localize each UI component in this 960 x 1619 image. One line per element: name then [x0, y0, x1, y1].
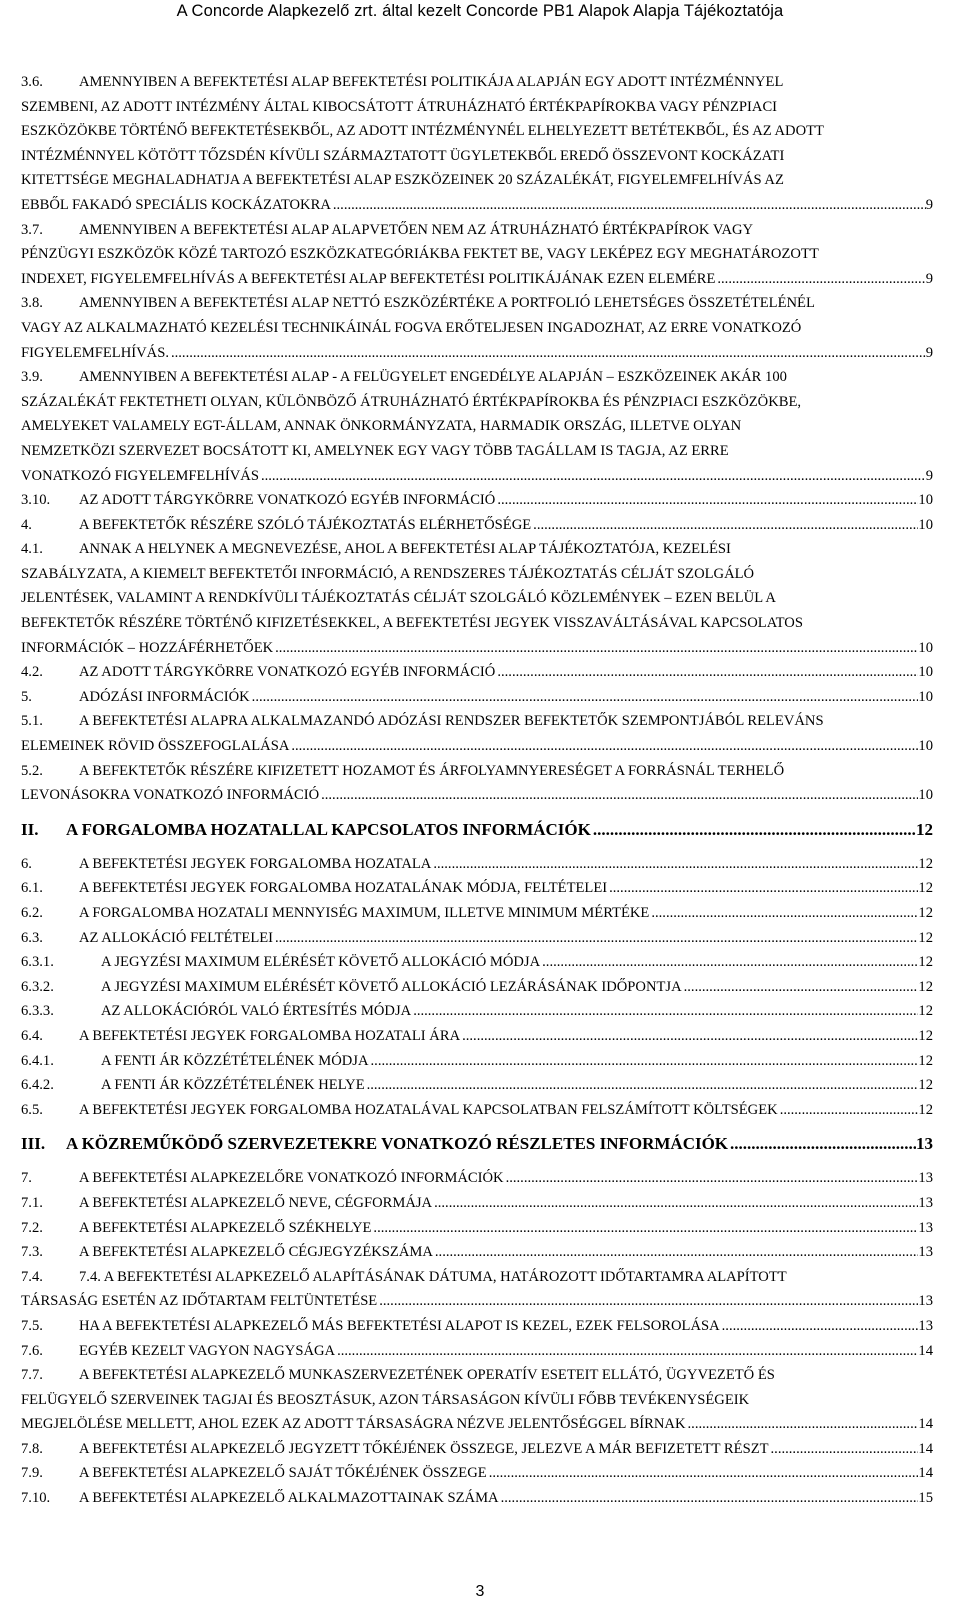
toc-entry-number: 3.7. — [21, 221, 43, 238]
toc-entry-line — [21, 950, 933, 975]
dot-leader — [649, 901, 918, 926]
toc-entry-title: A FENTI ÁR KÖZZÉTÉTELÉNEK MÓDJA — [101, 1052, 369, 1069]
toc-entry-number: 3.8. — [21, 295, 43, 312]
toc-entry-title: A BEFEKTETÉSI ALAPKEZELŐ MUNKASZERVEZETÉNEK OPERATÍV ESETEIT ELLÁTÓ, ÜGYVEZETŐ ÉS — [79, 1367, 775, 1384]
toc-entry-title: AMENNYIBEN A BEFEKTETÉSI ALAP NETTÓ ESZKÖZÉRTÉKE A PORTFOLIÓ LEHETSÉGES ÖSSZETÉTELÉNÉL — [79, 295, 815, 312]
toc-entry-title: INTÉZMÉNNYEL KÖTÖTT TŐZSDÉN KÍVÜLI SZÁRMAZTATOTT ÜGYLETEKBŐL EREDŐ ÖSSZEVONT KOCKÁZATI — [21, 147, 785, 164]
toc-entry-title: AMENNYIBEN A BEFEKTETÉSI ALAP BEFEKTETÉSI POLITIKÁJA ALAPJÁN EGY ADOTT INTÉZMÉNNYEL — [79, 74, 784, 90]
toc-entry[interactable] — [21, 1216, 933, 1241]
toc-entry-line — [21, 168, 933, 193]
toc-entry-title: A BEFEKTETÉSI ALAPKEZELŐ JEGYZETT TŐKÉJÉNEK ÖSSZEGE, JELEZVE A MÁR BEFIZETETT RÉSZT — [79, 1440, 769, 1457]
toc-entry-title: AZ ADOTT TÁRGYKÖRRE VONATKOZÓ EGYÉB INFORMÁCIÓ — [79, 664, 496, 681]
toc-entry-page: 9 — [925, 467, 933, 484]
toc-entry-number: 7.1. — [21, 1194, 43, 1211]
toc-entry-number: 5.1. — [21, 713, 43, 730]
toc-entry-title: A FENTI ÁR KÖZZÉTÉTELÉNEK HELYE — [101, 1077, 365, 1094]
toc-entry-number: 6.3.3. — [21, 1003, 54, 1020]
toc-entry-title: A BEFEKTETÉSI ALAPKEZELŐ NEVE, CÉGFORMÁJA — [79, 1194, 433, 1211]
dot-leader — [460, 1024, 918, 1049]
toc-entry-number: 3.9. — [21, 369, 43, 386]
toc-entry-page: 12 — [918, 905, 933, 921]
toc-entry-title: A BEFEKTETÉSI JEGYEK FORGALOMBA HOZATALÁVAL KAPCSOLATBAN FELSZÁMÍTOTT KÖLTSÉGEK — [79, 1101, 778, 1118]
toc-entry[interactable] — [21, 1437, 933, 1462]
dot-leader — [540, 950, 918, 975]
dot-leader — [715, 267, 925, 292]
toc-entry-title: AZ ALLOKÁCIÓRÓL VALÓ ÉRTESÍTÉS MÓDJA — [101, 1003, 412, 1020]
toc-entry[interactable] — [21, 999, 933, 1024]
toc-entry[interactable] — [21, 709, 933, 758]
toc-entry[interactable] — [21, 759, 933, 808]
toc-entry-number: 7.9. — [21, 1465, 43, 1482]
dot-leader — [259, 464, 926, 489]
dot-leader — [433, 1240, 919, 1265]
toc-entry-page: 10 — [918, 688, 933, 705]
toc-entry-page: 13 — [918, 1170, 933, 1187]
toc-entry-number: 7.4. — [21, 1268, 43, 1285]
toc-entry[interactable] — [21, 1049, 933, 1074]
toc-entry-page: 9 — [925, 196, 933, 213]
toc-entry-number: 7.5. — [21, 1317, 43, 1334]
toc-entry[interactable] — [21, 1240, 933, 1265]
dot-leader — [432, 1191, 918, 1216]
toc-entry-title: A KÖZREMŰKÖDŐ SZERVEZETEKRE VONATKOZÓ RÉSZLETES INFORMÁCIÓK — [66, 1134, 729, 1154]
toc-entry-title: KITETTSÉGE MEGHALADHATJA A BEFEKTETÉSI ALAP ESZKÖZEINEK 20 SZÁZALÉKÁT, FIGYELEMFELHÍVÁS AZ — [21, 172, 784, 189]
toc-entry-number: 6.3.2. — [21, 978, 54, 995]
toc-entry-number: 3.10. — [21, 492, 51, 509]
toc-entry-number: III. — [21, 1134, 46, 1154]
toc-entry-page: 9 — [925, 344, 933, 361]
running-header: A Concorde Alapkezelő zrt. által kezelt Concorde PB1 Alapok Alapja Tájékoztatója — [176, 2, 784, 20]
toc-entry-number: 4.1. — [21, 541, 43, 558]
toc-entry-line — [21, 1166, 933, 1191]
toc-entry-number: 7.6. — [21, 1342, 43, 1359]
toc-entry-number: 5. — [21, 688, 32, 705]
toc-entry-line — [21, 1363, 933, 1388]
toc-entry[interactable] — [21, 685, 933, 710]
toc-entry-number: 6.2. — [21, 905, 43, 921]
toc-entry-title: A BEFEKTETÉSI JEGYEK FORGALOMBA HOZATALI ÁRA — [79, 1027, 461, 1044]
toc-entry-title: NEMZETKÖZI SZERVEZET BOCSÁTOTT KI, AMELYNEK EGY VAGY TÖBB TAGÁLLAM IS TAGJA, AZ ERRE — [21, 442, 729, 459]
toc-entry-title: SZEMBENI, AZ ADOTT INTÉZMÉNY ÁLTAL KIBOCSÁTOTT ÁTRUHÁZHATÓ ÉRTÉKPAPÍROKBA VAGY PÉNZPIACI — [21, 98, 778, 115]
toc-entry-line — [21, 975, 933, 1000]
toc-entry-line — [21, 1265, 933, 1290]
toc-entry-title: LEVONÁSOKRA VONATKOZÓ INFORMÁCIÓ — [21, 787, 320, 804]
toc-entry-title: SZABÁLYZATA, A KIEMELT BEFEKTETŐI INFORMÁCIÓ, A RENDSZERES TÁJÉKOZTATÁS CÉLJÁT SZOLGÁLÓ — [21, 565, 755, 582]
toc-entry-page: 10 — [918, 639, 933, 656]
toc-entry[interactable] — [21, 1314, 933, 1339]
toc-entry-line — [21, 291, 933, 316]
toc-entry-page: 12 — [918, 880, 933, 897]
toc-entry[interactable] — [21, 1486, 933, 1511]
toc-entry-page: 10 — [918, 664, 933, 681]
toc-entry-title: AZ ALLOKÁCIÓ FELTÉTELEI — [79, 929, 274, 946]
toc-entry-line — [21, 513, 933, 538]
toc-entry[interactable] — [21, 70, 933, 218]
dot-leader — [487, 1461, 919, 1486]
toc-entry-page: 12 — [916, 819, 933, 839]
toc-entry-line — [21, 1124, 933, 1164]
toc-entry-title: HA A BEFEKTETÉSI ALAPKEZELŐ MÁS BEFEKTETÉSI ALAPOT IS KEZEL, EZEK FELSOROLÁSA — [79, 1317, 720, 1334]
dot-leader — [769, 1437, 919, 1462]
toc-entry-number: 7.8. — [21, 1440, 43, 1457]
toc-entry-number: II. — [21, 819, 39, 839]
toc-entry-page: 12 — [918, 1003, 933, 1020]
toc-entry-title: FELÜGYELŐ SZERVEINEK TAGJAI ÉS BEOSZTÁSUK, AZON TÁRSASÁGON KÍVÜLI FŐBB TEVÉKENYSÉGEIK — [21, 1391, 750, 1408]
toc-entry[interactable] — [21, 365, 933, 488]
toc-entry-page: 12 — [918, 1101, 933, 1118]
toc-entry[interactable] — [21, 926, 933, 951]
toc-entry-number: 3.6. — [21, 74, 43, 90]
dot-leader — [778, 1098, 919, 1123]
toc-entry-title: JELENTÉSEK, VALAMINT A RENDKÍVÜLI TÁJÉKOZTATÁS CÉLJÁT SZOLGÁLÓ KÖZLEMÉNYEK – EZEN BELÜL A — [21, 590, 776, 607]
toc-entry-page: 13 — [916, 1134, 933, 1154]
toc-entry-line — [21, 119, 933, 144]
toc-entry-page: 12 — [918, 1052, 933, 1069]
toc-entry-title: ELEMEINEK RÖVID ÖSSZEFOGLALÁSA — [21, 738, 290, 755]
toc-entry-line — [21, 464, 933, 489]
dot-leader — [495, 660, 918, 685]
toc-entry-page: 14 — [918, 1465, 933, 1482]
toc-entry-page: 10 — [918, 516, 933, 533]
toc-entry[interactable] — [21, 291, 933, 365]
toc-entry[interactable] — [21, 1363, 933, 1437]
toc-entry-title: SZÁZALÉKÁT FEKTETHETI OLYAN, KÜLÖNBÖZŐ ÁTRUHÁZHATÓ ÉRTÉKPAPÍROKBA ÉS PÉNZPIACI ESZKÖZÖKBE, — [21, 393, 802, 410]
toc-entry-number: 7.7. — [21, 1367, 43, 1384]
toc-entry-page: 15 — [918, 1490, 933, 1507]
dot-leader — [319, 783, 918, 808]
toc-entry-page: 14 — [918, 1342, 933, 1359]
toc-entry-line — [21, 1388, 933, 1413]
dot-leader — [591, 810, 916, 850]
toc-entry[interactable] — [21, 1191, 933, 1216]
toc-entry-line — [21, 901, 933, 926]
toc-entry-title: A JEGYZÉSI MAXIMUM ELÉRÉSÉT KÖVETŐ ALLOKÁCIÓ LEZÁRÁSÁNAK IDŐPONTJA — [101, 978, 682, 995]
toc-entry[interactable] — [21, 1098, 933, 1123]
dot-leader — [371, 1216, 918, 1241]
toc-entry-line — [21, 1486, 933, 1511]
toc-entry-line — [21, 611, 933, 636]
toc-entry-page: 10 — [918, 787, 933, 804]
toc-entry-line — [21, 414, 933, 439]
toc-entry[interactable] — [21, 852, 933, 877]
toc-entry-line — [21, 562, 933, 587]
toc-entry-number: 7.2. — [21, 1219, 43, 1236]
page-number: 3 — [475, 1583, 485, 1600]
toc-entry-line — [21, 1024, 933, 1049]
toc-entry-page: 9 — [925, 270, 933, 287]
dot-leader — [169, 341, 926, 366]
toc-entry-number: 6.3.1. — [21, 954, 54, 971]
toc-entry-number: 6.4.1. — [21, 1052, 54, 1069]
toc-entry-line — [21, 390, 933, 415]
toc-entry-line — [21, 783, 933, 808]
toc-entry-line — [21, 1437, 933, 1462]
toc-entry-line — [21, 1098, 933, 1123]
toc-entry-page: 12 — [918, 1077, 933, 1094]
toc-entry-line — [21, 586, 933, 611]
toc-entry-title: A BEFEKTETÉSI JEGYEK FORGALOMBA HOZATALA — [79, 855, 432, 872]
dot-leader — [411, 999, 918, 1024]
toc-entry-title: A BEFEKTETÉSI ALAPKEZELŐ SAJÁT TŐKÉJÉNEK ÖSSZEGE — [79, 1465, 487, 1482]
dot-leader — [369, 1049, 919, 1074]
toc-entry-title: A BEFEKTETÉSI ALAPRA ALKALMAZANDÓ ADÓZÁSI RENDSZER BEFEKTETŐK SZEMPONTJÁBÓL RELEVÁNS — [79, 713, 824, 730]
toc-entry-title: A BEFEKTETŐK RÉSZÉRE KIFIZETETT HOZAMOT ÉS ÁRFOLYAMNYERESÉGET A FORRÁSNÁL TERHELŐ — [79, 762, 785, 779]
toc-entry-page: 13 — [918, 1293, 933, 1310]
dot-leader — [607, 876, 918, 901]
toc-entry-title: 7.4. A BEFEKTETÉSI ALAPKEZELŐ ALAPÍTÁSÁNAK DÁTUMA, HATÁROZOTT IDŐTARTAMRA ALAPÍTOTT — [79, 1268, 787, 1285]
dot-leader — [335, 1339, 918, 1364]
toc-entry-line — [21, 1461, 933, 1486]
toc-entry-title: INFORMÁCIÓK – HOZZÁFÉRHETŐEK — [21, 639, 274, 656]
toc-entry-number: 7.10. — [21, 1490, 51, 1507]
toc-entry-title: A BEFEKTETÉSI ALAPKEZELŐ ALKALMAZOTTAINAK SZÁMA — [79, 1490, 499, 1507]
dot-leader — [273, 636, 918, 661]
toc-entry-title: BEFEKTETŐK RÉSZÉRE TÖRTÉNŐ KIFIZETÉSEKKEL, A BEFEKTETÉSI JEGYEK VISSZAVÁLTÁSÁVAL KAPCSOLATOS — [21, 615, 803, 632]
toc-entry-number: 6.3. — [21, 929, 43, 946]
toc-entry-line — [21, 365, 933, 390]
toc-entry-page: 13 — [918, 1194, 933, 1211]
toc-entry-line — [21, 95, 933, 120]
toc-entry-number: 7. — [21, 1170, 32, 1187]
toc-entry-line — [21, 636, 933, 661]
toc-entry-line — [21, 70, 933, 95]
toc-entry-line — [21, 267, 933, 292]
toc-entry-line — [21, 144, 933, 169]
dot-leader — [331, 193, 926, 218]
toc-entry-title: EGYÉB KEZELT VAGYON NAGYSÁGA — [79, 1342, 336, 1359]
toc-entry-number: 6.5. — [21, 1101, 43, 1118]
toc-entry-page: 12 — [918, 978, 933, 995]
toc-entry[interactable] — [21, 975, 933, 1000]
toc-entry-page: 13 — [918, 1244, 933, 1261]
toc-entry-title: EBBŐL FAKADÓ SPECIÁLIS KOCKÁZATOKRA — [21, 196, 331, 213]
toc-entry[interactable] — [21, 1461, 933, 1486]
toc-entry-title: A BEFEKTETÉSI ALAPKEZELŐRE VONATKOZÓ INFORMÁCIÓK — [79, 1170, 504, 1187]
toc-entry-title: FIGYELEMFELHÍVÁS. — [21, 344, 169, 361]
toc-entry[interactable] — [21, 537, 933, 660]
toc-entry-title: INDEXET, FIGYELEMFELHÍVÁS A BEFEKTETÉSI ALAP BEFEKTETÉSI POLITIKÁJÁNAK EZEN ELEMÉRE — [21, 270, 716, 287]
dot-leader — [250, 685, 919, 710]
toc-entry-line — [21, 341, 933, 366]
toc-entry-title: AMELYEKET VALAMELY EGT-ÁLLAM, ANNAK ÖNKORMÁNYZATA, HARMADIK ORSZÁG, ILLETVE OLYAN — [21, 418, 742, 435]
dot-leader — [504, 1166, 919, 1191]
toc-entry[interactable] — [21, 1073, 933, 1098]
dot-leader — [686, 1412, 919, 1437]
toc-entry-line — [21, 999, 933, 1024]
toc-entry-number: 6.4.2. — [21, 1077, 54, 1094]
dot-leader — [365, 1073, 919, 1098]
dot-leader — [273, 926, 918, 951]
toc-entry[interactable] — [21, 901, 933, 926]
toc-entry[interactable] — [21, 1024, 933, 1049]
toc-entry-line — [21, 685, 933, 710]
toc-entry-title: A BEFEKTETŐK RÉSZÉRE SZÓLÓ TÁJÉKOZTATÁS ELÉRHETŐSÉGE — [79, 516, 532, 533]
toc-entry-page: 12 — [918, 929, 933, 946]
toc-entry-page: 13 — [918, 1219, 933, 1236]
toc-entry-number: 6. — [21, 855, 32, 872]
toc-entry-line — [21, 193, 933, 218]
toc-entry-title: PÉNZÜGYI ESZKÖZÖK KÖZÉ TARTOZÓ ESZKÖZKATEGÓRIÁKBA FEKTET BE, VAGY LEKÉPEZ EGY MEGHATÁROZOTT — [21, 246, 819, 263]
toc-entry-line — [21, 1216, 933, 1241]
toc-entry[interactable] — [21, 488, 933, 513]
toc-entry-page: 12 — [918, 1027, 933, 1044]
toc-entry-number: 7.3. — [21, 1244, 43, 1261]
toc-entry-line — [21, 218, 933, 243]
toc-entry-page: 14 — [918, 1440, 933, 1457]
toc-entry-title: TÁRSASÁG ESETÉN AZ IDŐTARTAM FELTÜNTETÉSE — [21, 1293, 378, 1310]
toc-entry-line — [21, 537, 933, 562]
toc-entry-page: 14 — [918, 1416, 933, 1433]
toc-entry-title: A JEGYZÉSI MAXIMUM ELÉRÉSÉT KÖVETŐ ALLOKÁCIÓ MÓDJA — [101, 954, 541, 971]
toc-entry[interactable] — [21, 218, 933, 292]
toc-entry-title: AZ ADOTT TÁRGYKÖRRE VONATKOZÓ EGYÉB INFORMÁCIÓ — [79, 492, 496, 509]
dot-leader — [377, 1289, 918, 1314]
toc-entry-line — [21, 852, 933, 877]
toc-entry-line — [21, 488, 933, 513]
toc-entry[interactable] — [21, 660, 933, 685]
toc-entry[interactable] — [21, 1124, 933, 1164]
toc-entry[interactable] — [21, 950, 933, 975]
toc-entry-page: 12 — [918, 855, 933, 872]
toc-entry-page: 13 — [918, 1317, 933, 1334]
toc-entry-title: VONATKOZÓ FIGYELEMFELHÍVÁS — [21, 467, 259, 484]
toc-entry-page: 10 — [918, 738, 933, 755]
toc-entry[interactable] — [21, 1265, 933, 1314]
dot-leader — [495, 488, 918, 513]
toc-entry-line — [21, 1289, 933, 1314]
table-of-contents — [21, 70, 933, 1511]
toc-entry-title: A FORGALOMBA HOZATALI MENNYISÉG MAXIMUM, ILLETVE MINIMUM MÉRTÉKE — [79, 905, 650, 921]
toc-entry-title: A BEFEKTETÉSI JEGYEK FORGALOMBA HOZATALÁNAK MÓDJA, FELTÉTELEI — [79, 880, 608, 897]
toc-entry-title: A BEFEKTETÉSI ALAPKEZELŐ SZÉKHELYE — [79, 1219, 372, 1236]
toc-entry-title: AMENNYIBEN A BEFEKTETÉSI ALAP - A FELÜGYELET ENGEDÉLYE ALAPJÁN – ESZKÖZEINEK AKÁR 100 — [79, 369, 787, 386]
dot-leader — [728, 1124, 916, 1164]
toc-entry-line — [21, 759, 933, 784]
toc-entry-line — [21, 1049, 933, 1074]
toc-entry-line — [21, 1240, 933, 1265]
toc-entry-line — [21, 926, 933, 951]
toc-entry[interactable] — [21, 876, 933, 901]
dot-leader — [499, 1486, 919, 1511]
toc-entry-line — [21, 316, 933, 341]
toc-entry-number: 5.2. — [21, 762, 43, 779]
toc-entry-line — [21, 242, 933, 267]
toc-entry-page: 10 — [918, 492, 933, 509]
toc-entry-number: 4.2. — [21, 664, 43, 681]
toc-entry-line — [21, 1314, 933, 1339]
toc-entry-title: AMENNYIBEN A BEFEKTETÉSI ALAP ALAPVETŐEN NEM AZ ÁTRUHÁZHATÓ ÉRTÉKPAPÍROK VAGY — [79, 221, 754, 238]
toc-entry-line — [21, 439, 933, 464]
toc-entry-line — [21, 1191, 933, 1216]
toc-entry-number: 6.4. — [21, 1027, 43, 1044]
toc-entry-line — [21, 1073, 933, 1098]
toc-entry-number: 6.1. — [21, 880, 43, 897]
toc-entry-title: A FORGALOMBA HOZATALLAL KAPCSOLATOS INFORMÁCIÓK — [66, 819, 591, 839]
toc-entry[interactable] — [21, 810, 933, 850]
toc-entry-line — [21, 734, 933, 759]
toc-entry-title: A BEFEKTETÉSI ALAPKEZELŐ CÉGJEGYZÉKSZÁMA — [79, 1244, 433, 1261]
toc-entry-title: VAGY AZ ALKALMAZHATÓ KEZELÉSI TECHNIKÁINÁL FOGVA ERŐTELJESEN INGADOZHAT, AZ ERRE VONATKOZÓ — [21, 319, 802, 336]
toc-entry[interactable] — [21, 1166, 933, 1191]
toc-entry-title: ADÓZÁSI INFORMÁCIÓK — [79, 688, 250, 705]
toc-entry[interactable] — [21, 1339, 933, 1364]
dot-leader — [431, 852, 918, 877]
toc-entry-line — [21, 876, 933, 901]
toc-entry-line — [21, 1339, 933, 1364]
toc-entry[interactable] — [21, 513, 933, 538]
toc-entry-title: MEGJELÖLÉSE MELLETT, AHOL EZEK AZ ADOTT TÁRSASÁGRA NÉZVE JELENTŐSÉGGEL BÍRNAK — [21, 1416, 686, 1433]
toc-entry-title: ANNAK A HELYNEK A MEGNEVEZÉSE, AHOL A BEFEKTETÉSI ALAP TÁJÉKOZTATÓJA, KEZELÉSI — [79, 541, 731, 558]
dot-leader — [531, 513, 918, 538]
toc-entry-title: ESZKÖZÖKBE TÖRTÉNŐ BEFEKTETÉSEKBŐL, AZ ADOTT INTÉZMÉNYNÉL ELHELYEZETT BETÉTEKBŐL, ÉS AZ ADOTT — [21, 123, 824, 140]
dot-leader — [720, 1314, 919, 1339]
toc-entry-page: 12 — [918, 954, 933, 971]
toc-entry-line — [21, 660, 933, 685]
toc-entry-line — [21, 709, 933, 734]
dot-leader — [682, 975, 919, 1000]
toc-entry-line — [21, 810, 933, 850]
toc-entry-number: 4. — [21, 516, 32, 533]
toc-entry-line — [21, 1412, 933, 1437]
dot-leader — [289, 734, 918, 759]
